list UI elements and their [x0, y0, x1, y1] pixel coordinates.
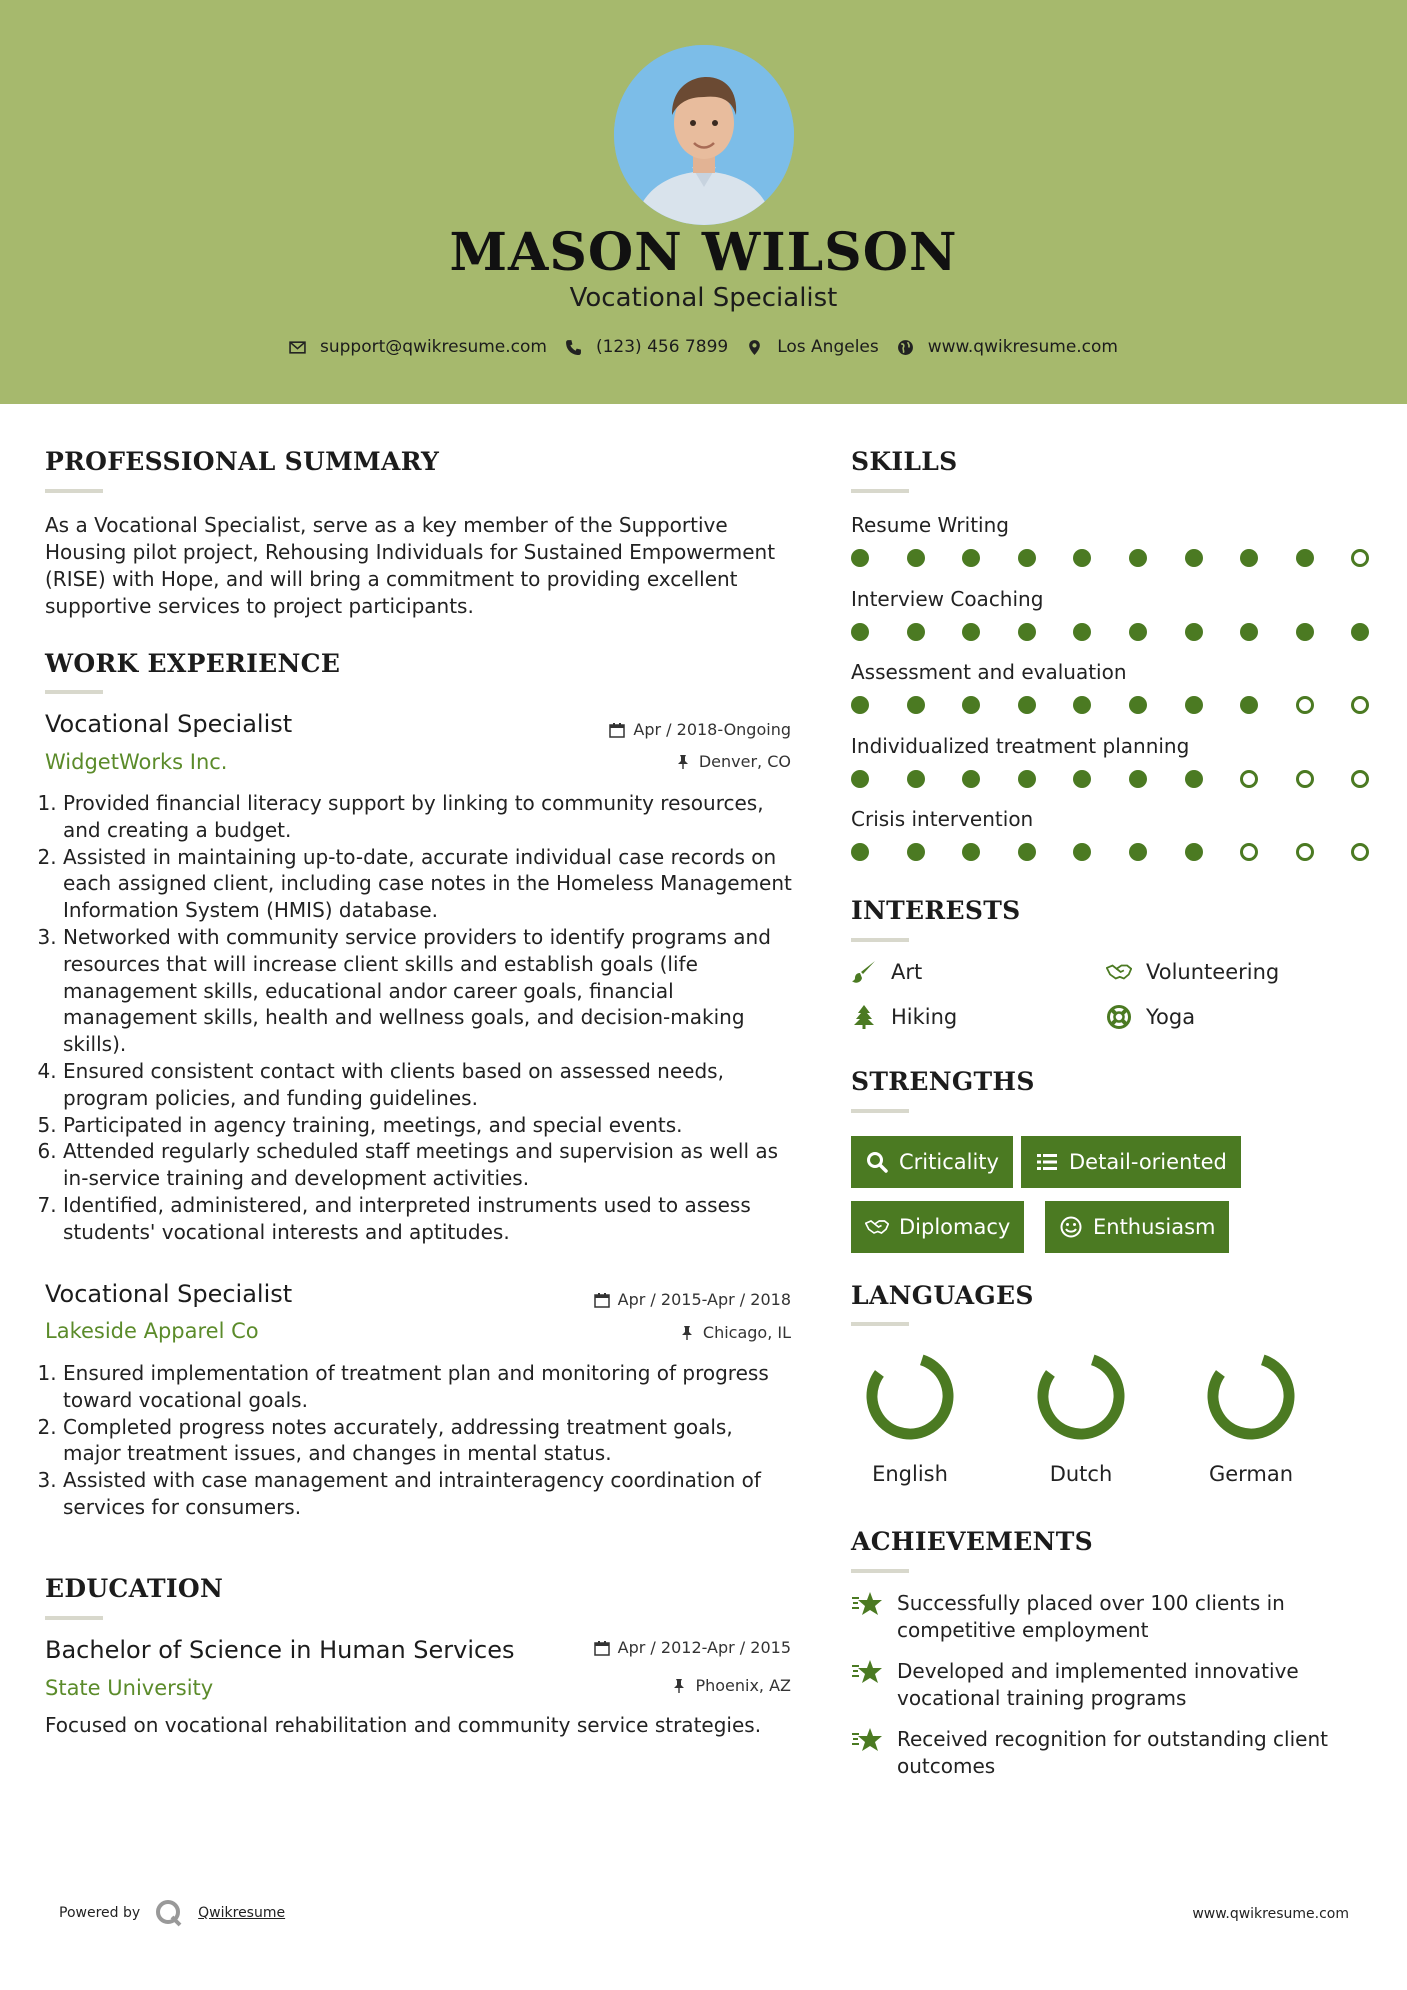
phone-icon — [565, 339, 582, 356]
language-progress-ring — [862, 1348, 958, 1444]
job-date: Apr / 2015-Apr / 2018 — [480, 1290, 791, 1309]
education-location: Phoenix, AZ — [480, 1676, 791, 1695]
skill-dot-filled — [1185, 843, 1203, 861]
skill-dot-filled — [962, 549, 980, 567]
strengths-heading: STRENGTHS — [851, 1067, 1035, 1096]
skill-dot-filled — [1185, 549, 1203, 567]
contact-website-text: www.qwikresume.com — [927, 337, 1118, 357]
strength-badge-diplomacy: Diplomacy — [851, 1201, 1024, 1253]
language-label: English — [872, 1462, 948, 1486]
thumbtack-icon — [679, 1325, 695, 1341]
skill-name: Crisis intervention — [851, 807, 1034, 831]
degree-title: Bachelor of Science in Human Services — [45, 1636, 515, 1664]
globe-icon — [897, 339, 914, 356]
contact-website[interactable] — [897, 337, 1118, 357]
language-progress-ring — [1033, 1348, 1129, 1444]
list-item: 1. Provided financial literacy support by linking to community resources, and creating a budget. — [63, 790, 795, 844]
qwikresume-logo-icon — [154, 1898, 184, 1928]
skill-dot-filled — [1129, 770, 1147, 788]
skill-dot-filled — [907, 843, 925, 861]
section-divider — [45, 1616, 103, 1620]
language-item — [850, 1348, 970, 1486]
skill-dot-empty — [1351, 843, 1369, 861]
skill-dot-filled — [851, 770, 869, 788]
life-ring-icon — [1106, 1004, 1132, 1030]
list-item: 2. Completed progress notes accurately, addressing treatment goals, major treatment issues, and changes in mental status. — [63, 1414, 795, 1468]
section-divider — [45, 690, 103, 694]
star-icon — [851, 1726, 883, 1754]
section-divider — [45, 489, 103, 493]
language-item — [1191, 1348, 1311, 1486]
skill-dot-filled — [1351, 623, 1369, 641]
skill-rating — [851, 549, 1363, 569]
language-progress-arc — [1203, 1348, 1299, 1444]
strength-badge-detail-oriented: Detail-oriented — [1021, 1136, 1241, 1188]
job-responsibilities — [45, 1360, 795, 1521]
list-item: 5. Participated in agency training, meetings, and special events. — [63, 1112, 795, 1139]
skill-dot-empty — [1296, 770, 1314, 788]
skill-dot-filled — [907, 549, 925, 567]
skills-heading: SKILLS — [851, 447, 958, 476]
skill-dot-filled — [1073, 696, 1091, 714]
summary-heading: PROFESSIONAL SUMMARY — [45, 447, 440, 476]
skill-dot-empty — [1240, 770, 1258, 788]
skill-dot-filled — [1185, 696, 1203, 714]
section-divider — [851, 1322, 909, 1326]
skill-dot-filled — [907, 696, 925, 714]
contact-email-text: support@qwikresume.com — [320, 337, 547, 357]
skill-dot-filled — [1240, 696, 1258, 714]
education-date: Apr / 2012-Apr / 2015 — [480, 1638, 791, 1657]
section-divider — [851, 1569, 909, 1573]
contact-location-text: Los Angeles — [777, 337, 879, 357]
skill-dot-filled — [1018, 843, 1036, 861]
skill-dot-empty — [1351, 770, 1369, 788]
skill-dot-filled — [1129, 549, 1147, 567]
skill-dot-filled — [851, 696, 869, 714]
skill-dot-filled — [851, 549, 869, 567]
skill-dot-filled — [851, 843, 869, 861]
section-divider — [851, 489, 909, 493]
contact-location — [746, 337, 879, 357]
list-item: 6. Attended regularly scheduled staff meetings and supervision as well as in-service training and development activities. — [63, 1138, 795, 1192]
job-title: Vocational Specialist — [45, 1280, 293, 1308]
star-icon — [851, 1590, 883, 1618]
list-item: 2. Assisted in maintaining up-to-date, accurate individual case records on each assigned client, including case notes in the Homeless Management Information System (HMIS) database. — [63, 844, 795, 924]
skill-dot-filled — [907, 623, 925, 641]
languages-heading: LANGUAGES — [851, 1281, 1034, 1310]
search-icon — [865, 1150, 889, 1174]
thumbtack-icon — [675, 754, 691, 770]
skill-name: Interview Coaching — [851, 586, 1044, 611]
profile-photo — [614, 45, 794, 225]
skill-dot-empty — [1296, 843, 1314, 861]
interests-heading: INTERESTS — [851, 896, 1021, 925]
list-item: 3. Assisted with case management and intrainteragency coordination of services for consumers. — [63, 1467, 795, 1521]
contact-email[interactable] — [289, 337, 547, 357]
skill-dot-filled — [851, 623, 869, 641]
skill-dot-filled — [962, 843, 980, 861]
skill-rating — [851, 696, 1363, 716]
map-marker-icon — [746, 339, 763, 356]
interest-item-yoga: Yoga — [1106, 1004, 1195, 1030]
list-item: 3. Networked with community service providers to identify programs and resources that will increase client skills and establish goals (life management skills, educational andor career goals, financial management skills, health and wellness goals, and decision-making skills). — [63, 924, 795, 1058]
skill-dot-filled — [1073, 549, 1091, 567]
section-divider — [851, 938, 909, 942]
strength-badge-enthusiasm: Enthusiasm — [1045, 1201, 1229, 1253]
language-progress-arc — [1033, 1348, 1129, 1444]
interest-item-art: Art — [851, 959, 922, 985]
envelope-icon — [289, 339, 306, 356]
skill-dot-filled — [907, 770, 925, 788]
skill-dot-filled — [1240, 623, 1258, 641]
skill-dot-filled — [1129, 843, 1147, 861]
skill-dot-filled — [1296, 623, 1314, 641]
skill-dot-empty — [1240, 843, 1258, 861]
skill-dot-filled — [962, 696, 980, 714]
thumbtack-icon — [671, 1678, 687, 1694]
skill-dot-filled — [1073, 623, 1091, 641]
skill-dot-filled — [1018, 549, 1036, 567]
skill-dot-filled — [1240, 549, 1258, 567]
contact-phone-text: (123) 456 7899 — [595, 337, 729, 357]
footer-powered-by: Powered by Qwikresume — [59, 1898, 285, 1928]
skill-dot-filled — [1129, 696, 1147, 714]
skill-dot-filled — [1073, 843, 1091, 861]
language-progress-ring — [1203, 1348, 1299, 1444]
education-description: Focused on vocational rehabilitation and community service strategies. — [45, 1713, 762, 1737]
resume-header — [0, 0, 1407, 404]
summary-text: As a Vocational Specialist, serve as a key member of the Supportive Housing pilot project, Rehousing Individuals for Sustained Empowerment (RISE) with Hope, and will bring a commitment to providing excellent supportive services to project participants. — [45, 513, 776, 618]
qwikresume-link[interactable]: Qwikresume — [198, 1905, 286, 1921]
achievement-text: Developed and implemented innovative vocational training programs — [897, 1659, 1299, 1710]
section-divider — [851, 1109, 909, 1113]
job-location: Chicago, IL — [480, 1323, 791, 1342]
skill-dot-filled — [1073, 770, 1091, 788]
achievement-item — [851, 1726, 1371, 1780]
list-item: 1. Ensured implementation of treatment plan and monitoring of progress toward vocational goals. — [63, 1360, 795, 1414]
skill-rating — [851, 770, 1363, 790]
job-date: Apr / 2018-Ongoing — [480, 720, 791, 739]
skill-dot-filled — [962, 623, 980, 641]
language-label: German — [1208, 1462, 1294, 1486]
tree-icon — [851, 1004, 877, 1030]
skill-name: Assessment and evaluation — [851, 660, 1127, 684]
list-item: 4. Ensured consistent contact with clients based on assessed needs, program policies, and funding guidelines. — [63, 1058, 795, 1112]
interest-item-volunteering: Volunteering — [1106, 959, 1279, 985]
achievement-item — [851, 1590, 1371, 1644]
contact-phone[interactable] — [565, 337, 728, 357]
skill-dot-filled — [1018, 696, 1036, 714]
skill-dot-filled — [1185, 770, 1203, 788]
achievement-item — [851, 1658, 1371, 1712]
skill-dot-filled — [1185, 623, 1203, 641]
achievement-text: Received recognition for outstanding client outcomes — [897, 1727, 1328, 1778]
handshake-icon — [865, 1215, 889, 1239]
achievement-text: Successfully placed over 100 clients in competitive employment — [897, 1591, 1285, 1642]
skill-name: Resume Writing — [851, 513, 1009, 537]
job-location: Denver, CO — [480, 752, 791, 771]
language-label: Dutch — [1049, 1462, 1113, 1486]
skill-dot-filled — [962, 770, 980, 788]
skill-dot-filled — [1296, 549, 1314, 567]
calendar-icon — [594, 1292, 610, 1308]
experience-heading: WORK EXPERIENCE — [45, 649, 341, 678]
education-heading: EDUCATION — [45, 1574, 224, 1603]
calendar-icon — [594, 1640, 610, 1656]
skill-dot-filled — [1129, 623, 1147, 641]
smile-icon — [1059, 1215, 1083, 1239]
strength-badge-criticality: Criticality — [851, 1136, 1013, 1188]
calendar-icon — [609, 722, 625, 738]
interest-item-hiking: Hiking — [851, 1004, 957, 1030]
candidate-name: MASON WILSON — [449, 222, 958, 283]
footer-website[interactable]: www.qwikresume.com — [1192, 1906, 1349, 1922]
company-name: Lakeside Apparel Co — [45, 1319, 259, 1343]
handshake-icon — [1106, 959, 1132, 985]
language-progress-arc — [862, 1348, 958, 1444]
skill-dot-empty — [1351, 696, 1369, 714]
skill-dot-filled — [1018, 623, 1036, 641]
skill-dot-empty — [1296, 696, 1314, 714]
language-item — [1021, 1348, 1141, 1486]
paint-brush-icon — [851, 959, 877, 985]
skill-dot-filled — [1018, 770, 1036, 788]
skill-name: Individualized treatment planning — [851, 733, 1190, 758]
list-item: 7. Identified, administered, and interpreted instruments used to assess students' vocational interests and aptitudes. — [63, 1192, 795, 1246]
job-title: Vocational Specialist — [45, 710, 293, 738]
skill-rating — [851, 843, 1363, 863]
skill-dot-empty — [1351, 549, 1369, 567]
job-responsibilities — [45, 790, 795, 1246]
school-name: State University — [45, 1676, 214, 1700]
list-icon — [1035, 1150, 1059, 1174]
star-icon — [851, 1658, 883, 1686]
candidate-title: Vocational Specialist — [569, 283, 838, 313]
achievements-heading: ACHIEVEMENTS — [851, 1527, 1093, 1556]
company-name: WidgetWorks Inc. — [45, 750, 228, 774]
contact-bar — [0, 337, 1407, 357]
skill-rating — [851, 623, 1363, 643]
